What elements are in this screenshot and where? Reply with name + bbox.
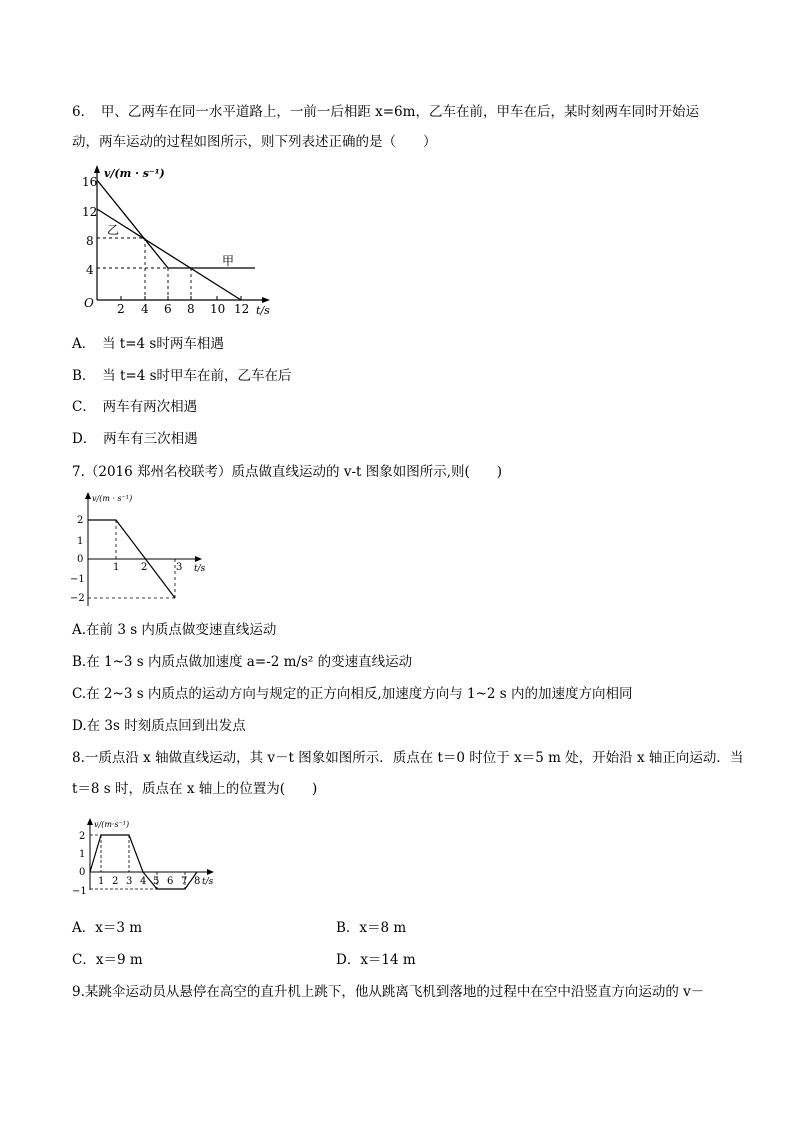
q6-xtick: 6 — [164, 302, 172, 316]
q6-xtick: 12 — [234, 302, 250, 316]
q8-option-b: B．x＝8 m — [336, 920, 407, 936]
q6-ytick: 12 — [82, 205, 98, 219]
q6-xtick: 2 — [117, 302, 125, 316]
q8-xtick: 6 — [167, 876, 174, 887]
q6-stem-line2: 动，两车运动的过程如图所示，则下列表述正确的是（ ） — [72, 134, 437, 150]
q8-ytick: −1 — [72, 886, 87, 897]
q6-option-d: D． 两车有三次相遇 — [72, 431, 198, 447]
q8-ytick: 2 — [79, 831, 86, 842]
q8-xtick: 2 — [112, 876, 119, 887]
q6-xlabel: t/s — [256, 304, 270, 317]
q8-xtick: 1 — [98, 876, 105, 887]
q7-option-c: C.在 2~3 s 内质点的运动方向与规定的正方向相反,加速度方向与 1~2 s 内的加速度方向相同 — [72, 686, 633, 702]
q8-ytick: 1 — [79, 849, 86, 860]
q8-xtick: 4 — [140, 876, 147, 887]
q7-xtick: 2 — [141, 562, 148, 573]
q8-xtick: 3 — [126, 876, 133, 887]
q6-label-yi: 乙 — [107, 223, 120, 237]
q7-ytick: −2 — [70, 593, 85, 604]
q7-xlabel: t/s — [194, 564, 206, 574]
q7-ytick: −1 — [70, 574, 85, 585]
q7-ytick: 2 — [77, 515, 84, 526]
q7-xtick: 1 — [113, 562, 120, 573]
q6-ytick: 16 — [82, 175, 98, 189]
q8-ytick: 0 — [79, 867, 86, 878]
q7-option-a: A.在前 3 s 内质点做变速直线运动 — [72, 622, 277, 638]
q8-xtick: 5 — [153, 876, 160, 887]
q6-xtick: 8 — [187, 302, 195, 316]
q6-ytick: 8 — [86, 234, 94, 248]
q6-option-b: B． 当 t=4 s时甲车在前，乙车在后 — [72, 368, 292, 384]
q6-option-c: C． 两车有两次相遇 — [72, 399, 198, 415]
q7-stem: 7.（2016 郑州名校联考）质点做直线运动的 v-t 图象如图所示,则( ) — [72, 464, 503, 480]
q7-ytick: 0 — [77, 554, 84, 565]
q9-stem-line1: 9.某跳伞运动员从悬停在高空的直升机上跳下，他从跳离飞机到落地的过程中在空中沿竖直方向运动的 v－ — [72, 984, 705, 1000]
q6-xtick: 4 — [141, 302, 149, 316]
q8-xtick: 7 — [181, 876, 188, 887]
q6-option-a: A． 当 t=4 s时两车相遇 — [72, 336, 224, 352]
q7-ylabel: v/(m · s⁻¹) — [92, 494, 133, 503]
q8-xlabel: t/s — [202, 877, 214, 887]
q7-xtick: 3 — [176, 562, 183, 573]
q6-xtick: 10 — [210, 302, 226, 316]
q8-option-c: C．x＝9 m — [72, 952, 143, 968]
q8-xtick: 8 — [194, 876, 201, 887]
q8-stem-line2: t＝8 s 时，质点在 x 轴上的位置为( ) — [72, 781, 318, 797]
q8-option-d: D．x＝14 m — [336, 952, 416, 968]
q6-label-jia: 甲 — [222, 254, 235, 268]
q6-ylabel: v/(m · s⁻¹) — [104, 167, 165, 180]
q7-option-b: B.在 1~3 s 内质点做加速度 a=-2 m/s² 的变速直线运动 — [72, 654, 413, 670]
q6-ytick: 4 — [86, 263, 94, 277]
q6-origin: O — [84, 296, 94, 310]
q8-option-a: A．x＝3 m — [72, 920, 143, 936]
q8-ylabel: v/(m·s⁻¹) — [94, 820, 130, 829]
q8-stem-line1: 8.一质点沿 x 轴做直线运动，其 v－t 图象如图所示．质点在 t＝0 时位于 x＝5 m 处，开始沿 x 轴正向运动．当 — [72, 750, 744, 766]
q6-stem-line1: 6． 甲、乙两车在同一水平道路上，一前一后相距 x=6m，乙车在前，甲车在后，某时刻两车同时开始运 — [72, 104, 699, 120]
q7-ytick: 1 — [77, 536, 84, 547]
q7-option-d: D.在 3s 时刻质点回到出发点 — [72, 718, 246, 734]
